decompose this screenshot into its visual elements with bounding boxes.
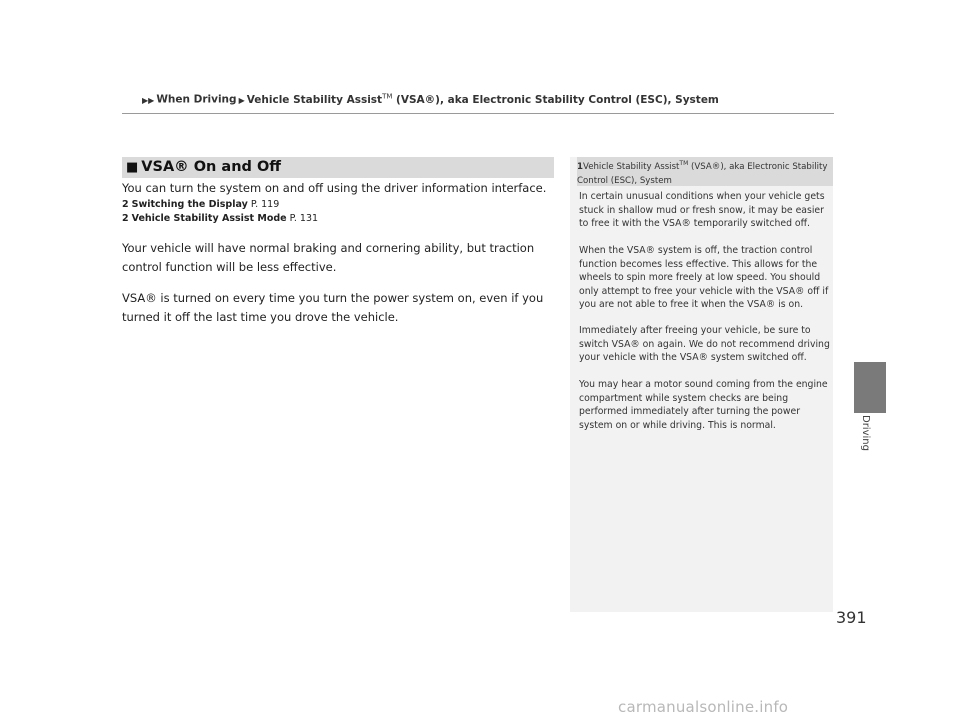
breadcrumb-level1: When Driving: [156, 93, 237, 106]
xref-arrow-icon: 2: [122, 213, 129, 224]
xref-arrow-icon: 2: [122, 199, 129, 210]
breadcrumb-arrow-icon: ▶: [238, 95, 245, 105]
watermark: carmanualsonline.info: [618, 698, 789, 716]
chapter-tab: [854, 362, 886, 413]
header-rule: [122, 113, 834, 114]
body-para-2: Your vehicle will have normal braking and cornering ability, but traction control function will be less effective.: [122, 241, 535, 274]
sidebar-para-3: Immediately after freeing your vehicle, be sure to switch VSA® on again. We do not recommend driving your vehicle with the VSA® system switched off.: [579, 325, 830, 363]
sidebar-heading: 1Vehicle Stability Assist™ (VSA®), aka Electronic Stability Control (ESC), System: [577, 157, 833, 186]
breadcrumb: [140, 92, 719, 106]
body-para-1: You can turn the system on and off using the driver information interface.: [122, 181, 547, 195]
breadcrumb-level2: Vehicle Stability Assist™ (VSA®), aka Electronic Stability Control (ESC), System: [246, 92, 719, 106]
sidebar-para-4: You may hear a motor sound coming from the engine compartment while system checks are being performed immediately after turning the power system on or while driving. This is normal.: [579, 379, 828, 431]
sidebar-para-2: When the VSA® system is off, the traction control function becomes less effective. This allows for the wheels to spin more freely at low speed. You should only attempt to free your vehicle with the VSA® off if you are not able to free it when the VSA® is on.: [579, 245, 829, 310]
xref-vsa-mode[interactable]: 2 Vehicle Stability Assist Mode P. 131: [122, 213, 319, 224]
sidebar-para-1: In certain unusual conditions when your vehicle gets stuck in shallow mud or fresh snow, it may be easier to free it with the VSA® temporarily switched off.: [579, 191, 825, 229]
section-title: ■ VSA® On and Off: [126, 159, 282, 175]
breadcrumb-arrow-icon: ▶▶: [142, 95, 155, 105]
body-para-3: VSA® is turned on every time you turn the power system on, even if you turned it off the last time you drove the vehicle.: [122, 291, 544, 324]
page-number: 391: [836, 608, 867, 627]
sidebar-ref-number: 1: [577, 161, 583, 172]
section-marker-icon: ■: [126, 160, 139, 175]
chapter-tab-label: Driving: [860, 415, 871, 451]
xref-switching-display[interactable]: 2 Switching the Display P. 119: [122, 199, 280, 210]
